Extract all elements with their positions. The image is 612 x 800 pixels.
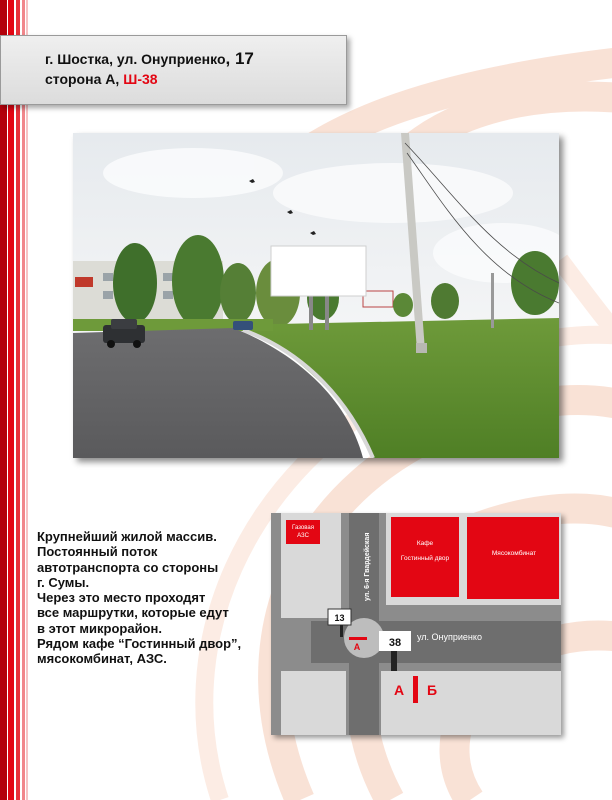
- map-gas-station: [286, 520, 320, 544]
- map-block-right-bottom: [381, 671, 561, 735]
- map-gas-station-label: Газовая: [292, 525, 314, 531]
- left-red-stripe: [0, 0, 32, 800]
- map-street-horizontal-label: ул. Онуприенко: [417, 632, 482, 642]
- description-line: г. Сумы.: [37, 574, 90, 590]
- photo-building-sign: [75, 277, 93, 287]
- location-description: [37, 529, 241, 667]
- map-marker-13-label: 13: [334, 613, 345, 623]
- header-billboard-code: Ш-38: [123, 71, 158, 87]
- description-line: все маршрутки, которые едут: [37, 605, 229, 621]
- description-line: Через это место проходят: [37, 590, 206, 606]
- map-cafe-label: Кафе: [416, 540, 434, 547]
- header-side: [45, 71, 158, 87]
- map-side-b-label: Б: [426, 682, 438, 698]
- description-line: в этот микрорайон.: [37, 620, 162, 636]
- location-photo: [73, 133, 559, 458]
- photo-car-blue: [233, 321, 253, 330]
- description-line: автотранспорта со стороны: [37, 559, 219, 575]
- header-city-street: г. Шостка, ул. Онуприенко: [45, 51, 226, 67]
- photo-pole-base: [416, 343, 427, 353]
- map-street-vertical-label: ул. 6-я Гвардейская: [364, 532, 371, 601]
- header-side-label: сторона А,: [45, 71, 120, 87]
- description-line: Рядом кафе “Гостинный двор”,: [37, 636, 242, 652]
- map-side-a-small-label: А: [353, 642, 361, 652]
- description-line: Крупнейший жилой массив.: [37, 529, 217, 544]
- map-side-a-label: А: [393, 682, 405, 698]
- photo-roadside-banner: [363, 291, 393, 307]
- header-house-number: , 17: [225, 49, 254, 68]
- map-marker-38-stem: [391, 651, 397, 671]
- location-map: [271, 513, 561, 735]
- description-line: Постоянный поток: [37, 544, 158, 560]
- map-block-left-bottom: [281, 671, 346, 735]
- header-panel: [0, 35, 347, 105]
- map-cafe-label: Гостинный двор: [400, 555, 450, 562]
- map-marker-38-label: 38: [388, 637, 402, 649]
- description-line: мясокомбинат, АЗС.: [37, 651, 167, 667]
- map-meat-plant-label: Мясокомбинат: [491, 550, 537, 557]
- map-marker-13-stem: [340, 625, 343, 637]
- photo-far-pole: [491, 273, 494, 328]
- map-gas-station-label: АЗС: [297, 533, 309, 539]
- map-meat-plant: [467, 517, 559, 599]
- header-address: [45, 49, 254, 69]
- map-side-a-small-bar: [349, 637, 367, 640]
- map-side-divider: [413, 676, 418, 703]
